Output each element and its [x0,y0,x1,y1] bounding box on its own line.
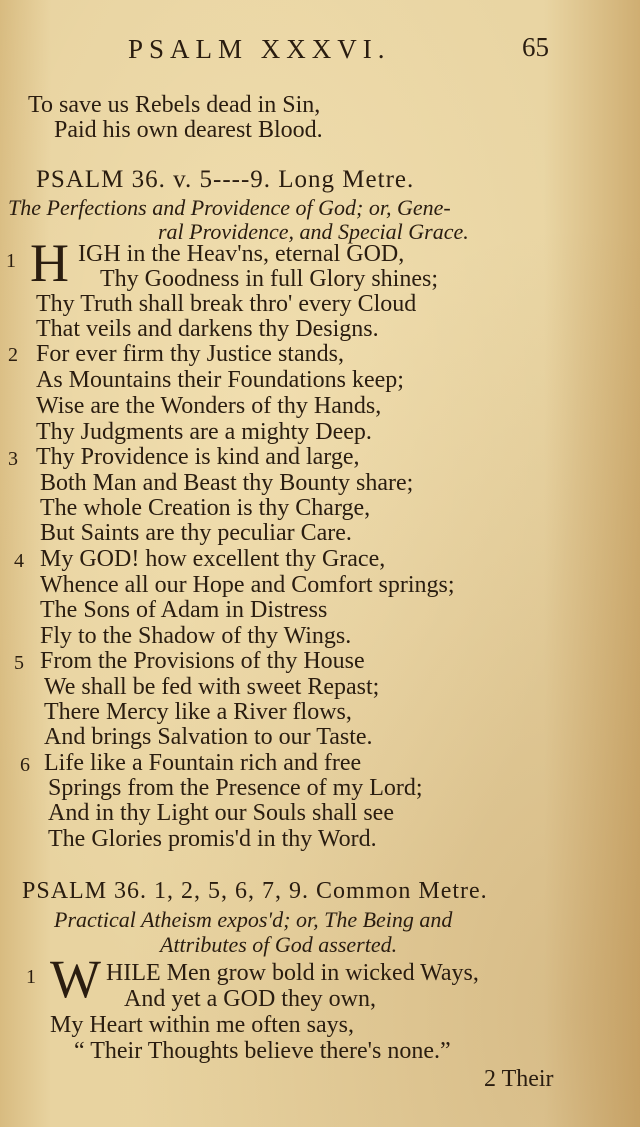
verse-line: As Mountains their Foundations keep; [36,367,404,393]
verse-number: 1 [6,250,16,272]
drop-cap: W [50,949,101,1009]
verse-number: 2 [8,344,18,366]
text-line: Paid his own dearest Blood. [54,117,323,143]
verse-line: And in thy Light our Souls shall see [48,800,394,826]
verse-line: Thy Providence is kind and large, [36,444,360,470]
verse-line: Wise are the Wonders of thy Hands, [36,393,382,419]
verse-line: And yet a GOD they own, [124,986,376,1012]
page-number: 65 [522,32,549,62]
verse-line: That veils and darkens thy Designs. [36,316,379,342]
verse-line: IGH in the Heav'ns, eternal GOD, [78,241,405,267]
verse-line: The Glories promis'd in thy Word. [48,826,377,852]
verse-line: Fly to the Shadow of thy Wings. [40,623,352,649]
drop-cap: H [30,233,69,293]
verse-line: Both Man and Beast thy Bounty share; [40,470,414,496]
verse-number: 4 [14,550,24,572]
verse-line: Thy Judgments are a mighty Deep. [36,419,372,445]
psalm-heading: PSALM 36. v. 5----9. Long Metre. [36,166,415,193]
verse-number: 1 [26,966,36,988]
verse-line: Life like a Fountain rich and free [44,750,362,776]
verse-number: 3 [8,448,18,470]
verse-line: My Heart within me often says, [50,1012,354,1038]
verse-line: My GOD! how excellent thy Grace, [40,546,386,572]
psalm-subtitle: Attributes of God asserted. [160,932,398,957]
catchword: 2 Their [484,1066,554,1092]
verse-line: HILE Men grow bold in wicked Ways, [106,960,479,986]
verse-line: The whole Creation is thy Charge, [40,495,371,521]
psalm-subtitle: ral Providence, and Special Grace. [158,219,469,244]
verse-number: 6 [20,754,30,776]
verse-line: And brings Salvation to our Taste. [44,724,373,750]
verse-line: From the Provisions of thy House [40,648,365,674]
verse-line: Springs from the Presence of my Lord; [48,775,423,801]
psalm-subtitle: The Perfections and Providence of God; or, Gene- [8,195,451,220]
text-line: To save us Rebels dead in Sin, [28,92,321,118]
verse-number: 5 [14,652,24,674]
verse-line: But Saints are thy peculiar Care. [40,520,352,546]
verse-line: We shall be fed with sweet Repast; [44,674,380,700]
psalm-subtitle: Practical Atheism expos'd; or, The Being and [54,907,453,932]
verse-line: “ Their Thoughts believe there's none.” [74,1038,451,1064]
running-header: PSALM XXXVI. [128,34,391,64]
verse-line: The Sons of Adam in Distress [40,597,328,623]
verse-line: Thy Truth shall break thro' every Cloud [36,291,417,317]
verse-line: Whence all our Hope and Comfort springs; [40,572,455,598]
verse-line: For ever firm thy Justice stands, [36,341,344,367]
verse-line: Thy Goodness in full Glory shines; [100,266,438,292]
verse-line: There Mercy like a River flows, [44,699,352,725]
psalm-heading: PSALM 36. 1, 2, 5, 6, 7, 9. Common Metre. [22,878,488,904]
